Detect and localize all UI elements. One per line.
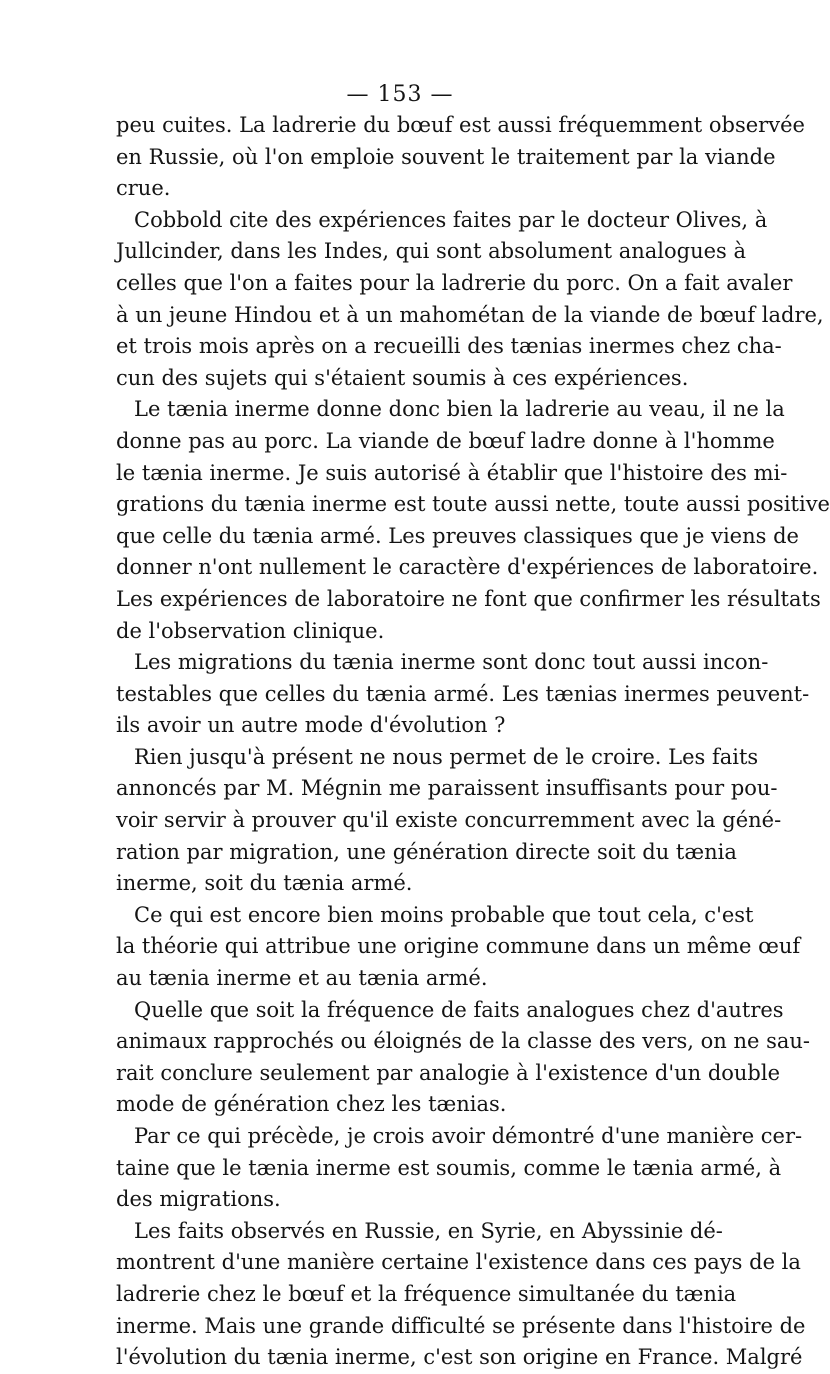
text-line: animaux rapprochés ou éloignés de la classe des vers, on ne sau- [116, 1029, 811, 1054]
text-line: en Russie, où l'on emploie souvent le traitement par la viande [116, 144, 776, 169]
text-line: l'évolution du tænia inerme, c'est son origine en France. Malgré [116, 1345, 803, 1370]
text-line: ration par migration, une génération directe soit du tænia [116, 839, 737, 864]
text-line: taine que le tænia inerme est soumis, comme le tænia armé, à [116, 1155, 782, 1180]
text-line: ils avoir un autre mode d'évolution ? [116, 713, 506, 738]
text-line: celles que l'on a faites pour la ladrerie du porc. On a fait avaler [116, 270, 793, 295]
text-line: et trois mois après on a recueilli des tænias inermes chez cha- [116, 334, 782, 359]
text-line: que celle du tænia armé. Les preuves classiques que je viens de [116, 523, 799, 548]
text-line: crue. [116, 176, 171, 201]
text-line: grations du tænia inerme est toute aussi nette, toute aussi positive [116, 492, 830, 517]
text-line: Ce qui est encore bien moins probable que tout cela, c'est [134, 902, 754, 927]
text-line: montrent d'une manière certaine l'existence dans ces pays de la [116, 1250, 801, 1275]
text-line: Les migrations du tænia inerme sont donc tout aussi incon- [134, 650, 769, 675]
text-line: inerme. Mais une grande difficulté se présente dans l'histoire de [116, 1313, 806, 1338]
text-line: annoncés par M. Mégnin me paraissent insuffisants pour pou- [116, 776, 778, 801]
text-line: la théorie qui attribue une origine commune dans un même œuf [116, 934, 801, 959]
text-line: de l'observation clinique. [116, 618, 385, 643]
text-line: Quelle que soit la fréquence de faits analogues chez d'autres [134, 997, 784, 1022]
text-line: testables que celles du tænia armé. Les tænias inermes peuvent- [116, 681, 810, 706]
text-line: donner n'ont nullement le caractère d'expériences de laboratoire. [116, 555, 819, 580]
text-line: rait conclure seulement par analogie à l'existence d'un double [116, 1060, 781, 1085]
text-line: au tænia inerme et au tænia armé. [116, 966, 488, 991]
text-line: Cobbold cite des expériences faites par le docteur Olives, à [134, 207, 768, 232]
text-line: Jullcinder, dans les Indes, qui sont absolument analogues à [116, 239, 746, 264]
text-line: peu cuites. La ladrerie du bœuf est aussi fréquemment observée [116, 113, 805, 137]
text-line: le tænia inerme. Je suis autorisé à établir que l'histoire des mi- [116, 460, 788, 485]
body-text [116, 110, 830, 1374]
text-line: cun des sujets qui s'étaient soumis à ces expériences. [116, 365, 689, 390]
text-line: Par ce qui précède, je crois avoir démontré d'une manière cer- [134, 1124, 803, 1148]
text-line: à un jeune Hindou et à un mahométan de la viande de bœuf ladre, [116, 302, 824, 327]
text-line: Le tænia inerme donne donc bien la ladrerie au veau, il ne la [134, 397, 785, 422]
text-line: ladrerie chez le bœuf et la fréquence simultanée du tænia [116, 1281, 737, 1306]
text-line: Les faits observés en Russie, en Syrie, en Abyssinie dé- [134, 1218, 723, 1243]
page-number: — 153 — [346, 82, 454, 107]
text-line: inerme, soit du tænia armé. [116, 871, 413, 896]
text-line: donne pas au porc. La viande de bœuf ladre donne à l'homme [116, 428, 775, 453]
text-line: Rien jusqu'à présent ne nous permet de le croire. Les faits [134, 744, 759, 769]
text-line: Les expériences de laboratoire ne font que confirmer les résultats [116, 586, 821, 611]
text-line: mode de génération chez les tænias. [116, 1092, 507, 1117]
text-line: des migrations. [116, 1187, 281, 1212]
text-line: voir servir à prouver qu'il existe concurremment avec la géné- [116, 808, 782, 833]
